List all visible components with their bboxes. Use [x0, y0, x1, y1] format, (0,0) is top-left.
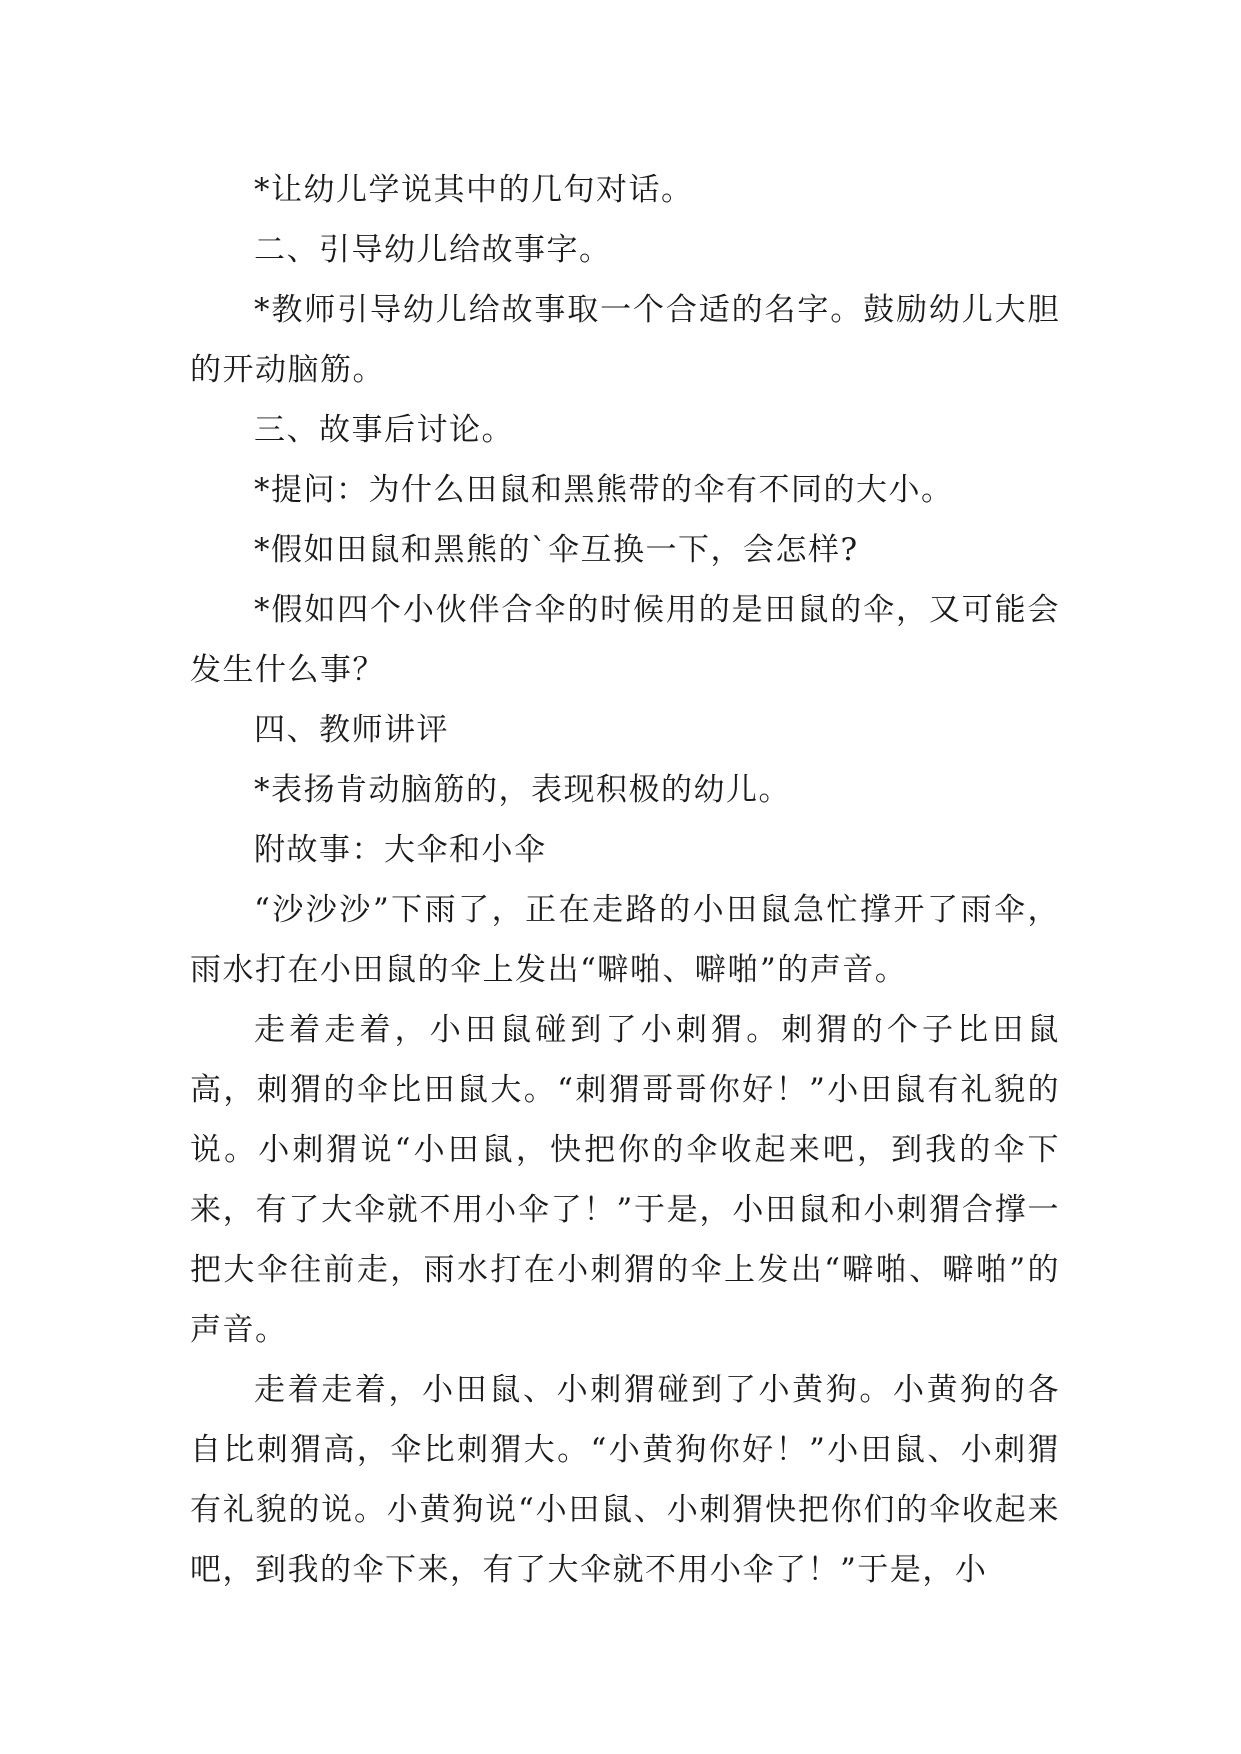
instruction-line: *提问：为什么田鼠和黑熊带的伞有不同的大小。: [254, 472, 954, 508]
section-heading: 四、教师讲评: [254, 712, 449, 748]
instruction-line: *表扬肯动脑筋的，表现积极的幼儿。: [254, 772, 791, 808]
instruction-line: *让幼儿学说其中的几句对话。: [254, 172, 694, 208]
story-paragraph: “沙沙沙”下雨了，正在走路的小田鼠急忙撑开了雨伞，雨水打在小田鼠的伞上发出“噼啪、噼啪”的声音。: [190, 892, 1060, 988]
story-paragraph: 走着走着，小田鼠、小刺猬碰到了小黄狗。小黄狗的各自比刺猬高，伞比刺猬大。“小黄狗你好！”小田鼠、小刺猬有礼貌的说。小黄狗说“小田鼠、小刺猬快把你们的伞收起来吧，到我的伞下来，有了大伞就不用小伞了！”于是，小: [190, 1372, 1060, 1588]
story-paragraph: 走着走着，小田鼠碰到了小刺猬。刺猬的个子比田鼠高，刺猬的伞比田鼠大。“刺猬哥哥你好！”小田鼠有礼貌的说。小刺猬说“小田鼠，快把你的伞收起来吧，到我的伞下来，有了大伞就不用小伞了！”于是，小田鼠和小刺猬合撑一把大伞往前走，雨水打在小刺猬的伞上发出“噼啪、噼啪”的声音。: [190, 1012, 1060, 1348]
instruction-line: *教师引导幼儿给故事取一个合适的名字。鼓励幼儿大胆的开动脑筋。: [190, 292, 1060, 388]
section-heading: 二、引导幼儿给故事字。: [254, 232, 612, 268]
instruction-line: *假如四个小伙伴合伞的时候用的是田鼠的伞，又可能会发生什么事？: [190, 592, 1060, 688]
instruction-line: *假如田鼠和黑熊的`伞互换一下，会怎样?: [254, 532, 859, 568]
document-page: [190, 160, 1060, 1600]
story-title: 附故事：大伞和小伞: [254, 832, 547, 868]
section-heading: 三、故事后讨论。: [254, 412, 514, 448]
